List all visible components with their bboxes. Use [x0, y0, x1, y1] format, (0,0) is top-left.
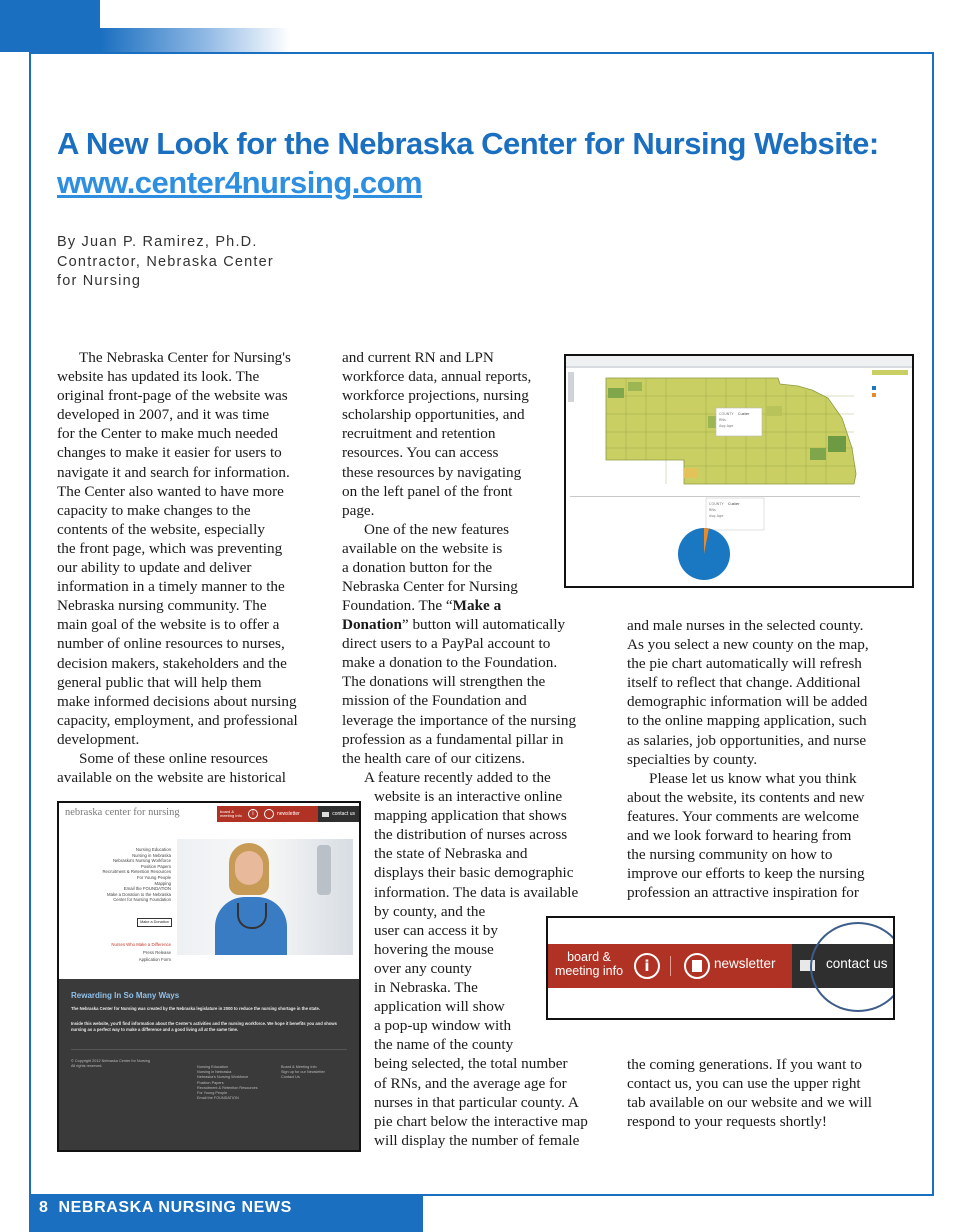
zoom-board-line2: meeting info: [554, 964, 624, 978]
website-screenshot: [57, 801, 361, 1152]
text-line: website has updated its look. The: [57, 368, 260, 386]
map-county-dark: [608, 388, 624, 398]
background-lamp: [317, 845, 331, 895]
site-nav-link[interactable]: Email the FOUNDATION: [123, 886, 171, 892]
site-banner-title: Rewarding In So Many Ways: [71, 991, 180, 1000]
page-footer: [29, 1194, 423, 1232]
text-line: make a donation to the Foundation.: [342, 654, 558, 672]
text-line: original front-page of the website was: [57, 387, 288, 405]
column-1: [57, 348, 327, 787]
site-banner-p1: The Nebraska Center for Nursing was created by the Nebraska legislature in 2000 to reduce the nursing shortage in the state.: [71, 1006, 320, 1011]
site-footer-links-1: [197, 1065, 258, 1101]
svg-text:COUNTY: COUNTY: [709, 502, 724, 506]
text-line: of RNs, and the average age for: [374, 1074, 567, 1092]
site-nav-link[interactable]: Recruitment & Retention Resources: [102, 869, 171, 875]
newsletter-icon: [264, 809, 274, 819]
text-line: workforce data, annual reports,: [342, 368, 532, 386]
text-line: changes to make it easier for users to: [57, 444, 282, 462]
site-nav-link[interactable]: For Young People: [136, 874, 171, 880]
text-line: in Nebraska. The: [374, 979, 478, 997]
text-line: One of the new features: [364, 520, 510, 538]
text-line: the front page, which was preventing: [57, 539, 283, 557]
article-title: [57, 124, 937, 202]
site-footer-links-2: [281, 1065, 325, 1081]
text-line: specialties by county.: [627, 750, 758, 768]
site-nav-link[interactable]: Center for Nursing Foundation: [113, 897, 171, 903]
text-line: the health care of our citizens.: [342, 749, 526, 767]
zoom-contact-label: contact us: [826, 956, 888, 971]
text-line: capacity, employment, and professional: [57, 711, 298, 729]
text-line: the coming generations. If you want to: [627, 1056, 862, 1073]
site-nav-link[interactable]: Application Form: [138, 957, 171, 962]
column-3-top: [627, 616, 927, 902]
text-line: contents of the website, especially: [57, 520, 265, 538]
map-svg: [566, 356, 912, 586]
text-line: Some of these online resources: [79, 749, 268, 767]
svg-text:RNs: RNs: [709, 508, 716, 512]
site-tabs: [217, 806, 359, 822]
text-line: user can access it by: [374, 921, 498, 939]
text-line: mission of the Foundation and: [342, 692, 527, 710]
text-line: The Nebraska Center for Nursing's: [79, 349, 291, 366]
tab-separator: [670, 956, 671, 976]
text-line: respond to your requests shortly!: [627, 1113, 827, 1131]
site-nav-link[interactable]: Position Papers: [197, 1080, 224, 1085]
publication-name: NEBRASKA NURSING NEWS: [58, 1199, 292, 1216]
title-text: A New Look for the Nebraska Center for Nursing Website:: [57, 126, 879, 161]
copyright-line: © Copyright 2012 Nebraska Center for Nursing: [71, 1059, 150, 1063]
text-line: workforce projections, nursing: [342, 387, 529, 405]
site-hero-photo: [177, 839, 353, 955]
text-line: displays their basic demographic: [374, 864, 574, 882]
text-line: developed in 2007, and it was time: [57, 406, 270, 424]
text-line: as salaries, job opportunities, and nurse: [627, 731, 867, 749]
map-screenshot: [564, 354, 914, 588]
byline: [57, 233, 274, 292]
text-line: number of online resources to nurses,: [57, 635, 285, 653]
text-line: available on the website are historical: [57, 769, 286, 787]
text-line: these resources by navigating: [342, 463, 522, 481]
text-line: page.: [342, 501, 375, 519]
text-line: for the Center to make much needed: [57, 425, 278, 443]
site-nav-link[interactable]: Nursing Education: [197, 1065, 229, 1069]
nurse-face: [235, 851, 263, 885]
text-line: features. Your comments are welcome: [627, 807, 859, 825]
text-line: to the online mapping application, such: [627, 712, 867, 730]
footer-rule: [423, 1194, 932, 1196]
rights-line: All rights reserved.: [71, 1064, 103, 1068]
text-line: over any county: [374, 959, 472, 977]
donation-bold-2: Donation: [342, 616, 402, 634]
svg-text:RNs: RNs: [719, 418, 726, 422]
site-banner-p2: Inside this website, you'll find information about the Center's activities and the nursing workforce. We hope it benefits you and shows nursing as a perfect way to make a difference and a good living all at the same time.: [71, 1021, 337, 1032]
text-line: the distribution of nurses across: [374, 826, 568, 844]
text-line: application will show: [374, 998, 505, 1016]
website-link[interactable]: www.center4nursing.com: [57, 165, 423, 200]
text-line: scholarship opportunities, and: [342, 406, 525, 424]
top-color-block: [0, 0, 100, 52]
column-3-bottom: [627, 1055, 927, 1131]
pie-chart: [678, 528, 730, 580]
site-nav-link[interactable]: Nebraska's Nursing Workforce: [197, 1075, 249, 1080]
zoom-board-line1: board &: [567, 950, 611, 964]
site-nav-link[interactable]: Position Papers: [140, 863, 171, 869]
text-line: available on the website is: [342, 539, 503, 557]
text-line: by county, and the: [374, 902, 486, 920]
mail-icon: [322, 812, 329, 817]
site-nav-link[interactable]: Make a Donation to the Nebraska: [106, 891, 171, 897]
text-line: make informed decisions about nursing: [57, 692, 297, 710]
site-nav-link[interactable]: Sign up for our Newsletter: [281, 1070, 325, 1075]
zoom-board-tab[interactable]: [554, 950, 624, 978]
text-line: profession an attractive inspiration for: [627, 884, 859, 902]
site-nav-link[interactable]: Nebraska's Nursing Workforce: [112, 858, 171, 864]
text-line: and male nurses in the selected county.: [627, 617, 864, 634]
svg-text:Custer: Custer: [728, 502, 740, 506]
donation-paragraph: [342, 596, 612, 634]
byline-role: Contractor, Nebraska Center: [57, 253, 274, 270]
text-line: the state of Nebraska and: [374, 845, 528, 863]
site-logo: nebraska center for nursing: [65, 807, 180, 818]
text-line: The Center also wanted to have more: [57, 482, 284, 500]
highlight-circle: [810, 922, 895, 1012]
site-nav-link[interactable]: Nursing in Nebraska: [132, 852, 171, 858]
site-nav-link[interactable]: Email the FOUNDATION: [197, 1096, 239, 1101]
byline-role-cont: for Nursing: [57, 273, 142, 289]
text-line: direct users to a PayPal account to: [342, 635, 551, 653]
text-line: contact us, you can use the upper right: [627, 1075, 861, 1093]
donation-bold: Make a: [452, 597, 502, 614]
text-line: development.: [57, 730, 140, 748]
text-line: profession as a fundamental pillar in: [342, 730, 564, 748]
text-line: mapping application that shows: [374, 807, 567, 825]
donation-pre: Foundation. The “: [342, 597, 453, 614]
site-nav-link[interactable]: Recruitment & Retention Resources: [197, 1085, 258, 1090]
text-line: Please let us know what you think: [649, 769, 857, 787]
site-header: [59, 803, 359, 829]
text-line: a donation button for the: [342, 559, 493, 577]
site-nav-link[interactable]: Nursing Education: [135, 847, 171, 852]
text-line: navigate it and search for information.: [57, 463, 290, 481]
text-line: our ability to update and deliver: [57, 559, 252, 577]
site-nav-link[interactable]: Press Release: [143, 949, 171, 955]
top-gradient-bar: [100, 28, 290, 52]
info-icon: i: [248, 809, 258, 819]
text-line: the name of the county: [374, 1036, 514, 1054]
text-line: nurses in that particular county. A: [374, 1093, 579, 1111]
text-line: The donations will strengthen the: [342, 673, 546, 691]
column-2-middle: [342, 596, 612, 768]
text-line: Nebraska Center for Nursing: [342, 578, 518, 596]
text-line: itself to reflect that change. Additional: [627, 674, 861, 692]
text-line: on the left panel of the front: [342, 482, 513, 500]
site-nav-secondary: [63, 941, 171, 964]
text-line: information. The data is available: [374, 883, 579, 901]
text-line: A feature recently added to the: [364, 769, 551, 786]
svg-text:COUNTY: COUNTY: [719, 412, 734, 416]
text-line: main goal of the website is to offer a: [57, 616, 280, 634]
text-line: leverage the importance of the nursing: [342, 711, 577, 729]
site-divider: [71, 1049, 347, 1050]
text-line: and current RN and LPN: [342, 349, 494, 366]
site-donate-button[interactable]: Make a Donation: [137, 918, 172, 927]
zoom-info-icon[interactable]: i: [634, 953, 660, 979]
text-line: resources. You can access: [342, 444, 499, 462]
text-line: website is an interactive online: [374, 788, 563, 806]
zoom-newsletter-label[interactable]: newsletter: [714, 956, 776, 971]
site-contact-tab[interactable]: [318, 806, 359, 822]
text-line: hovering the mouse: [374, 940, 494, 958]
text-line: general public that will help them: [57, 673, 262, 691]
site-nav-link[interactable]: Mapping: [154, 880, 171, 886]
site-copyright: [71, 1059, 150, 1069]
text-line: improve our efforts to keep the nursing: [627, 865, 865, 883]
text-line: the nursing community on how to: [627, 846, 833, 864]
site-nav-link[interactable]: For Young People: [197, 1091, 228, 1096]
site-contact-label: contact us: [332, 811, 355, 817]
text-line: tab available on our website and we will: [627, 1094, 873, 1112]
text-line: pie chart below the interactive map: [374, 1112, 588, 1130]
site-nav: [63, 847, 171, 903]
byline-author: By Juan P. Ramirez, Ph.D.: [57, 234, 258, 250]
site-nav-link[interactable]: Nursing in Nebraska: [197, 1070, 232, 1075]
text-line: Nebraska nursing community. The: [57, 597, 267, 615]
tabs-zoom-screenshot: [546, 916, 895, 1020]
svg-text:Avg Age: Avg Age: [719, 424, 734, 428]
stethoscope: [237, 903, 267, 929]
text-line: and we look forward to hearing from: [627, 827, 852, 845]
text-line: information in a timely manner to the: [57, 578, 285, 596]
text-line: will display the number of female: [374, 1131, 580, 1149]
site-nav-link[interactable]: Nurses Who Make a Difference: [111, 942, 171, 947]
site-newsletter-tab[interactable]: newsletter: [277, 811, 300, 817]
site-nav-link[interactable]: Board & Meeting Info: [281, 1065, 317, 1069]
svg-text:Avg Age: Avg Age: [709, 514, 724, 518]
donation-post: ” button will automatically: [401, 616, 566, 634]
site-board-tab[interactable]: board & meeting info: [220, 808, 242, 818]
text-line: a pop-up window with: [374, 1017, 512, 1035]
text-line: As you select a new county on the map,: [627, 636, 869, 654]
text-line: capacity to make changes to the: [57, 501, 251, 519]
text-line: about the website, its contents and new: [627, 788, 865, 806]
text-line: demographic information will be added: [627, 693, 868, 711]
site-banner: [59, 979, 359, 1150]
svg-text:Custer: Custer: [738, 412, 750, 416]
text-line: the pie chart automatically will refresh: [627, 655, 862, 673]
page-number: 8: [39, 1199, 49, 1216]
text-line: recruitment and retention: [342, 425, 496, 443]
zoom-newsletter-icon[interactable]: [684, 953, 710, 979]
text-line: decision makers, stakeholders and the: [57, 654, 287, 672]
site-nav-link[interactable]: Contact Us: [281, 1075, 300, 1080]
text-line: being selected, the total number: [374, 1055, 568, 1073]
